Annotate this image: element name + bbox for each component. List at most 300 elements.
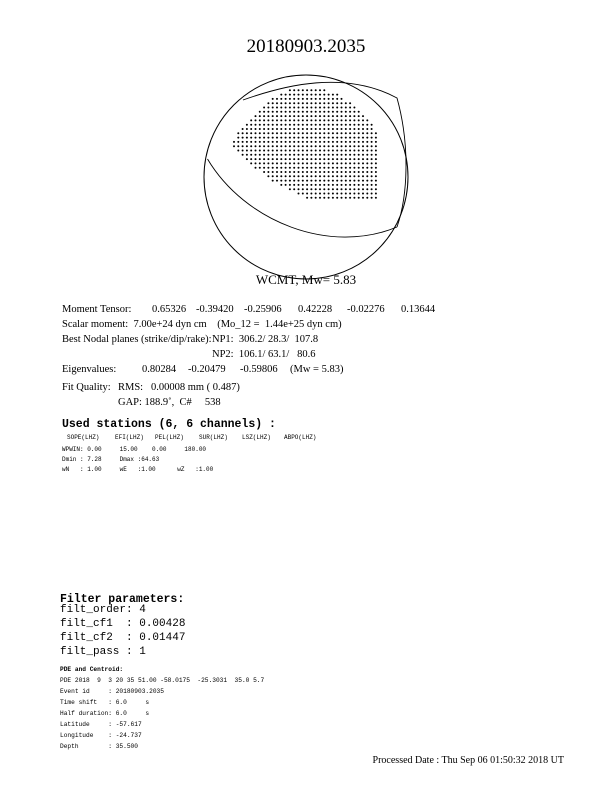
- fit-quality-gap: GAP: 188.9˚, C# 538: [118, 397, 221, 408]
- stipple-dot: [328, 119, 330, 121]
- stipple-dot: [345, 171, 347, 173]
- stipple-dot: [250, 154, 252, 156]
- stipple-dot: [272, 124, 274, 126]
- stipple-dot: [306, 175, 308, 177]
- stipple-dot: [259, 145, 261, 147]
- station-label: EFI(LHZ): [115, 434, 144, 441]
- stipple-dot: [272, 137, 274, 139]
- stipple-dot: [323, 175, 325, 177]
- stipple-dot: [280, 171, 282, 173]
- stipple-dot: [332, 171, 334, 173]
- stipple-dot: [276, 154, 278, 156]
- stipple-dot: [353, 184, 355, 186]
- stipple-dot: [310, 119, 312, 121]
- stipple-dot: [345, 180, 347, 182]
- stipple-dot: [328, 154, 330, 156]
- stipple-dot: [302, 98, 304, 100]
- stipple-dot: [353, 128, 355, 130]
- stipple-dot: [306, 188, 308, 190]
- stipple-dot: [371, 188, 373, 190]
- stipple-dot: [366, 167, 368, 169]
- stipple-dot: [371, 167, 373, 169]
- stipple-dot: [358, 197, 360, 199]
- stipple-dot: [289, 111, 291, 113]
- focal-sphere-outline: [204, 75, 408, 279]
- stipple-dot: [242, 141, 244, 143]
- stipple-dot: [298, 137, 300, 139]
- stipple-dot: [328, 107, 330, 109]
- stipple-dot: [298, 154, 300, 156]
- stipple-dot: [366, 119, 368, 121]
- stipple-dot: [302, 188, 304, 190]
- stipple-dot: [341, 158, 343, 160]
- stipple-dot: [310, 158, 312, 160]
- stipple-dot: [298, 98, 300, 100]
- stipple-dot: [263, 145, 265, 147]
- stipple-dot: [353, 162, 355, 164]
- stipple-dot: [375, 162, 377, 164]
- processed-date: Processed Date : Thu Sep 06 01:50:32 2018 UT: [372, 755, 564, 766]
- stipple-dot: [362, 154, 364, 156]
- stipple-dot: [323, 115, 325, 117]
- stipple-dot: [323, 193, 325, 195]
- stipple-dot: [349, 167, 351, 169]
- stipple-dot: [259, 141, 261, 143]
- stipple-dot: [315, 137, 317, 139]
- stipple-dot: [276, 132, 278, 134]
- stipple-dot: [375, 180, 377, 182]
- stipple-dot: [280, 137, 282, 139]
- stipple-dot: [358, 188, 360, 190]
- stipple-dot: [349, 184, 351, 186]
- stipple-dot: [267, 154, 269, 156]
- stipple-dot: [362, 167, 364, 169]
- stipple-dot: [276, 111, 278, 113]
- stipple-dot: [272, 141, 274, 143]
- stipple-dot: [267, 102, 269, 104]
- stipple-dot: [276, 150, 278, 152]
- stipple-dot: [366, 197, 368, 199]
- stipple-dot: [315, 111, 317, 113]
- stipple-dot: [336, 124, 338, 126]
- stipple-dot: [336, 188, 338, 190]
- stipple-dot: [366, 180, 368, 182]
- stipple-dot: [276, 128, 278, 130]
- stipple-dot: [298, 188, 300, 190]
- stipple-dot: [263, 107, 265, 109]
- stipple-dot: [289, 180, 291, 182]
- pde-line: PDE 2018 9 3 20 35 51.00 -58.0175 -25.3031 35.0 5.7: [60, 677, 265, 684]
- stipple-dot: [319, 107, 321, 109]
- stipple-dot: [349, 115, 351, 117]
- eigenvalues-mw: (Mw = 5.83): [290, 364, 344, 375]
- mt-value: 0.65326: [152, 304, 187, 315]
- stipple-dot: [250, 119, 252, 121]
- stipple-dot: [328, 145, 330, 147]
- station-label: SUR(LHZ): [199, 434, 228, 441]
- stipple-dot: [332, 141, 334, 143]
- stipple-dot: [362, 119, 364, 121]
- pde-line: Depth : 35.500: [60, 743, 138, 750]
- stipple-dot: [328, 175, 330, 177]
- stipple-dot: [362, 180, 364, 182]
- station-label: ABPO(LHZ): [284, 434, 317, 441]
- stipple-dot: [242, 132, 244, 134]
- stipple-dot: [328, 141, 330, 143]
- stipple-dot: [280, 115, 282, 117]
- stipple-dot: [345, 124, 347, 126]
- stipple-dot: [302, 115, 304, 117]
- stipple-dot: [323, 141, 325, 143]
- stipple-dot: [263, 154, 265, 156]
- stipple-dot: [280, 124, 282, 126]
- stipple-dot: [315, 175, 317, 177]
- stipple-dot: [280, 162, 282, 164]
- stipple-dot: [315, 180, 317, 182]
- stipple-dot: [289, 167, 291, 169]
- stipple-dot: [366, 171, 368, 173]
- stipple-dot: [255, 132, 257, 134]
- stipple-dot: [293, 128, 295, 130]
- stipple-dot: [366, 124, 368, 126]
- stipple-dot: [302, 94, 304, 96]
- stipple-dot: [306, 141, 308, 143]
- stipple-dot: [293, 184, 295, 186]
- stipple-dot: [336, 115, 338, 117]
- stipple-dot: [336, 162, 338, 164]
- stipple-dot: [349, 171, 351, 173]
- stipple-dot: [349, 141, 351, 143]
- stipple-dot: [242, 137, 244, 139]
- pde-line: Longitude : -24.737: [60, 732, 142, 739]
- stipple-dot: [375, 184, 377, 186]
- stipple-dot: [310, 124, 312, 126]
- stipple-dot: [285, 107, 287, 109]
- stipple-dot: [306, 128, 308, 130]
- stipple-dot: [285, 175, 287, 177]
- stipple-dot: [362, 158, 364, 160]
- stipple-dot: [255, 158, 257, 160]
- stipple-dot: [345, 158, 347, 160]
- stipple-dot: [298, 102, 300, 104]
- stipple-dot: [366, 145, 368, 147]
- stipple-dot: [246, 128, 248, 130]
- stipple-dot: [371, 141, 373, 143]
- stipple-dot: [285, 102, 287, 104]
- stipple-dot: [366, 193, 368, 195]
- stipple-dot: [276, 141, 278, 143]
- stipple-dot: [267, 132, 269, 134]
- stipple-dot: [366, 137, 368, 139]
- stipple-dot: [315, 107, 317, 109]
- stipple-dot: [250, 137, 252, 139]
- filter-param: filt_pass : 1: [60, 646, 146, 658]
- stipple-dot: [319, 111, 321, 113]
- stipple-dot: [319, 150, 321, 152]
- stipple-dot: [349, 180, 351, 182]
- stipple-dot: [267, 107, 269, 109]
- stipple-dot: [255, 150, 257, 152]
- stipple-dot: [366, 150, 368, 152]
- stipple-dot: [353, 115, 355, 117]
- stipple-dot: [298, 145, 300, 147]
- stipple-dot: [289, 175, 291, 177]
- stipple-dot: [293, 98, 295, 100]
- stipple-dot: [272, 167, 274, 169]
- stipple-dot: [353, 197, 355, 199]
- stipple-dot: [293, 158, 295, 160]
- stipple-dot: [306, 180, 308, 182]
- stipple-dot: [358, 132, 360, 134]
- stipple-dot: [289, 124, 291, 126]
- stipple-dot: [323, 98, 325, 100]
- stipple-dot: [375, 141, 377, 143]
- stipple-dot: [358, 137, 360, 139]
- stipple-dot: [306, 89, 308, 91]
- stipple-dot: [328, 98, 330, 100]
- stipple-dot: [319, 158, 321, 160]
- stipple-dot: [285, 162, 287, 164]
- stipple-dot: [293, 89, 295, 91]
- stipple-dot: [276, 107, 278, 109]
- stipple-dot: [349, 119, 351, 121]
- stipple-dot: [263, 171, 265, 173]
- stipple-dot: [306, 171, 308, 173]
- stipple-dot: [353, 132, 355, 134]
- stipple-dot: [302, 119, 304, 121]
- stipple-dot: [358, 141, 360, 143]
- stipple-dot: [362, 162, 364, 164]
- stipple-dot: [306, 154, 308, 156]
- stipple-dot: [293, 171, 295, 173]
- stipple-dot: [302, 89, 304, 91]
- stipple-dot: [293, 119, 295, 121]
- stipple-dot: [298, 115, 300, 117]
- stipple-dot: [285, 115, 287, 117]
- stipple-dot: [298, 94, 300, 96]
- stipple-dot: [358, 175, 360, 177]
- stipple-dot: [285, 171, 287, 173]
- stipple-dot: [358, 119, 360, 121]
- stipple-dot: [341, 193, 343, 195]
- stipple-dot: [362, 175, 364, 177]
- stipple-dot: [358, 145, 360, 147]
- stipple-dot: [272, 132, 274, 134]
- stipple-dot: [336, 98, 338, 100]
- stipple-dot: [306, 158, 308, 160]
- scalar-moment: Scalar moment: 7.00e+24 dyn cm (Mo_12 = 1.44e+25 dyn cm): [62, 319, 342, 330]
- stipple-dot: [336, 145, 338, 147]
- stipple-dot: [353, 137, 355, 139]
- stipple-dot: [276, 119, 278, 121]
- stipple-dot: [310, 141, 312, 143]
- stipple-dot: [276, 175, 278, 177]
- stipple-dot: [375, 150, 377, 152]
- stipple-dot: [285, 137, 287, 139]
- stipple-dot: [246, 145, 248, 147]
- stipple-dot: [323, 162, 325, 164]
- stipple-dot: [306, 162, 308, 164]
- stipple-dot: [323, 124, 325, 126]
- stipple-dot: [293, 162, 295, 164]
- stipple-dot: [285, 141, 287, 143]
- stipple-dot: [263, 128, 265, 130]
- stipple-dot: [345, 128, 347, 130]
- mt-value: 0.13644: [401, 304, 436, 315]
- stipple-dot: [315, 184, 317, 186]
- stipple-dot: [250, 158, 252, 160]
- stipple-dot: [336, 141, 338, 143]
- stipple-dot: [319, 132, 321, 134]
- stipple-dot: [315, 158, 317, 160]
- stipple-dot: [345, 145, 347, 147]
- nodal-plane-2: [243, 82, 406, 227]
- stipple-dot: [315, 167, 317, 169]
- stipple-dot: [341, 162, 343, 164]
- stipple-dot: [242, 150, 244, 152]
- stipple-dot: [371, 150, 373, 152]
- stipple-dot: [263, 158, 265, 160]
- stipple-dot: [285, 158, 287, 160]
- stipple-dot: [341, 124, 343, 126]
- stipple-dot: [371, 132, 373, 134]
- stipple-dot: [336, 111, 338, 113]
- stipple-dot: [267, 137, 269, 139]
- stipple-dot: [319, 154, 321, 156]
- stipple-dot: [332, 184, 334, 186]
- stipple-dot: [336, 119, 338, 121]
- stipple-dot: [302, 158, 304, 160]
- beachball-caption: WCMT, Mw= 5.83: [255, 272, 357, 287]
- stipple-dot: [328, 150, 330, 152]
- stipple-dot: [315, 119, 317, 121]
- stipple-dot: [306, 150, 308, 152]
- stipple-dot: [375, 132, 377, 134]
- stipple-dot: [362, 141, 364, 143]
- stipple-dot: [263, 141, 265, 143]
- stipple-dot: [298, 175, 300, 177]
- stipple-dot: [315, 193, 317, 195]
- stipple-dot: [375, 193, 377, 195]
- stipple-dot: [341, 98, 343, 100]
- stipple-dot: [293, 167, 295, 169]
- stipple-dot: [237, 145, 239, 147]
- stipple-dot: [310, 197, 312, 199]
- stipple-dot: [345, 137, 347, 139]
- stipple-dot: [263, 124, 265, 126]
- stipple-dot: [306, 98, 308, 100]
- stipple-dot: [371, 197, 373, 199]
- stipple-dot: [298, 193, 300, 195]
- stipple-dot: [358, 115, 360, 117]
- stipple-dot: [341, 132, 343, 134]
- stipple-dot: [285, 167, 287, 169]
- stipple-dot: [255, 119, 257, 121]
- stipple-dot: [298, 124, 300, 126]
- stipple-dot: [306, 119, 308, 121]
- stipple-dot: [371, 193, 373, 195]
- stipple-dot: [267, 111, 269, 113]
- stipple-dot: [285, 94, 287, 96]
- stipple-dot: [353, 175, 355, 177]
- stipple-dot: [242, 128, 244, 130]
- stipple-dot: [315, 102, 317, 104]
- stipple-dot: [371, 128, 373, 130]
- stipple-dot: [353, 145, 355, 147]
- stipple-dot: [328, 184, 330, 186]
- stipple-dot: [280, 167, 282, 169]
- stipple-dot: [250, 150, 252, 152]
- stipple-dot: [302, 137, 304, 139]
- stipple-dot: [280, 158, 282, 160]
- filter-param: filt_order: 4: [60, 604, 146, 616]
- stipple-dot: [280, 180, 282, 182]
- stipple-dot: [315, 145, 317, 147]
- stipple-dot: [276, 145, 278, 147]
- stipple-dot: [328, 180, 330, 182]
- stipple-dot: [285, 184, 287, 186]
- stipple-dot: [345, 184, 347, 186]
- stipple-dot: [362, 197, 364, 199]
- stipple-dot: [293, 111, 295, 113]
- stipple-dot: [319, 141, 321, 143]
- stipple-dot: [246, 150, 248, 152]
- stipple-dot: [336, 171, 338, 173]
- stipple-dot: [289, 132, 291, 134]
- stipple-dot: [315, 197, 317, 199]
- stipple-dot: [358, 150, 360, 152]
- stipple-dot: [332, 107, 334, 109]
- stipple-dot: [306, 111, 308, 113]
- stipple-dot: [310, 150, 312, 152]
- stipple-dot: [336, 184, 338, 186]
- stipple-dot: [298, 162, 300, 164]
- stipple-dot: [323, 119, 325, 121]
- stipple-dot: [341, 154, 343, 156]
- stipple-dot: [302, 102, 304, 104]
- stipple-dot: [285, 132, 287, 134]
- stipple-dot: [298, 119, 300, 121]
- stipple-dot: [353, 111, 355, 113]
- stipple-dot: [332, 180, 334, 182]
- stipple-dot: [272, 115, 274, 117]
- stipple-dot: [302, 171, 304, 173]
- stipple-dot: [272, 180, 274, 182]
- stipple-dot: [285, 180, 287, 182]
- stipple-dot: [237, 141, 239, 143]
- stipple-dot: [328, 167, 330, 169]
- stipple-dot: [353, 107, 355, 109]
- stipple-dot: [233, 145, 235, 147]
- stipple-dot: [319, 145, 321, 147]
- stipple-dot: [319, 94, 321, 96]
- stipple-dot: [371, 145, 373, 147]
- stipple-dot: [345, 115, 347, 117]
- stipple-dot: [306, 197, 308, 199]
- stipple-dot: [345, 154, 347, 156]
- stipple-dot: [332, 128, 334, 130]
- stipple-dot: [280, 107, 282, 109]
- stipple-dot: [353, 180, 355, 182]
- stipple-dot: [298, 141, 300, 143]
- stipple-dot: [358, 171, 360, 173]
- stipple-dot: [302, 175, 304, 177]
- stipple-dot: [306, 94, 308, 96]
- stipple-dot: [332, 94, 334, 96]
- stipple-dot: [371, 124, 373, 126]
- stipple-dot: [341, 128, 343, 130]
- stipple-dot: [323, 171, 325, 173]
